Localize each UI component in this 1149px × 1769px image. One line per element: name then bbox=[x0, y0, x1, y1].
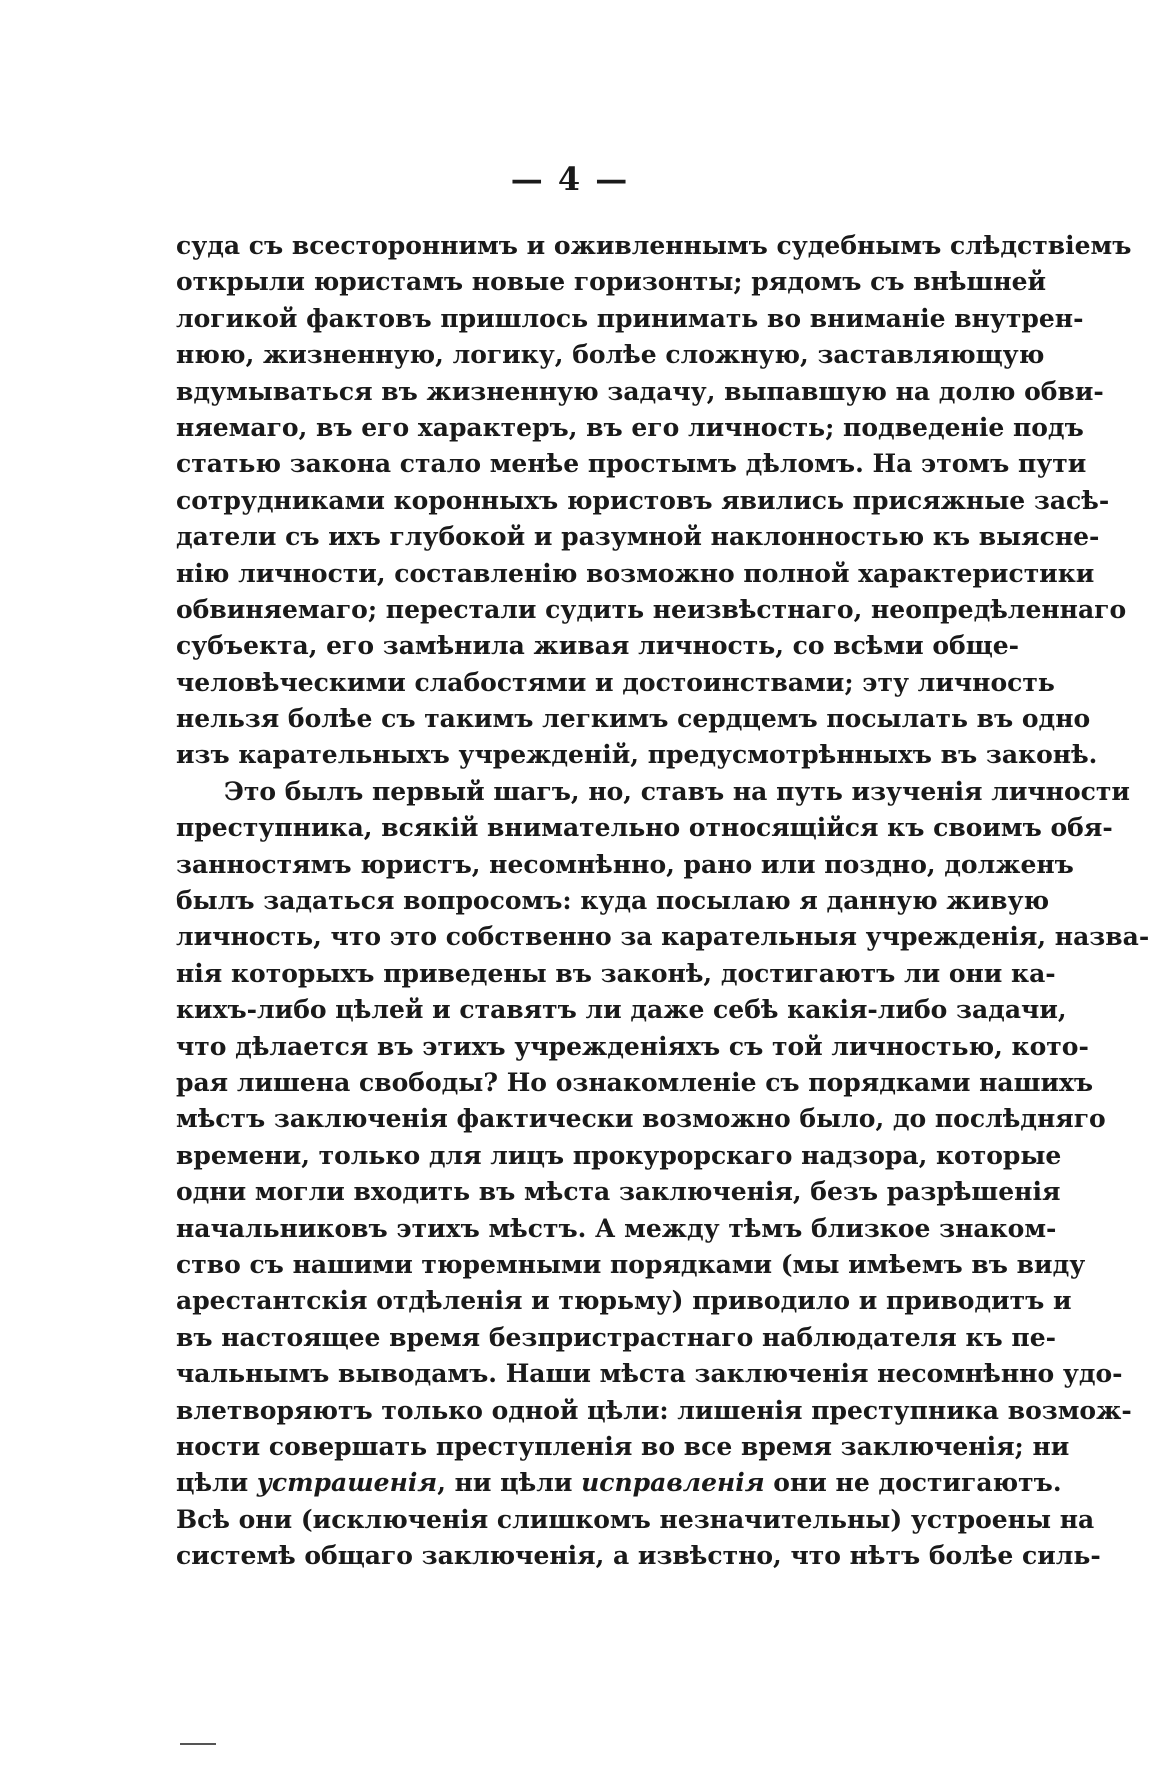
text-line: влетворяютъ только одной цѣли: лишенія преступника возмож- bbox=[176, 1395, 1132, 1425]
text-line: Это былъ первый шагъ, но, ставъ на путь изученія личности bbox=[224, 776, 1130, 806]
text-line: нельзя болѣе съ такимъ легкимъ сердцемъ посылать въ одно bbox=[176, 704, 1091, 734]
text-line: человѣческими слабостями и достоинствами; эту личность bbox=[176, 667, 1055, 697]
text-run: цѣли bbox=[176, 1468, 257, 1498]
text-line: чальнымъ выводамъ. Наши мѣста заключенія несомнѣнно удо- bbox=[176, 1359, 1123, 1389]
text-line: сотрудниками коронныхъ юристовъ явились присяжные засѣ- bbox=[176, 485, 1110, 515]
text-line: системѣ общаго заключенія, а извѣстно, что нѣтъ болѣе силь- bbox=[176, 1541, 1101, 1571]
text-line: мѣстъ заключенія фактически возможно было, до послѣдняго bbox=[176, 1104, 1106, 1134]
paragraph-1 bbox=[176, 228, 1132, 774]
text-run: они не достигаютъ. bbox=[764, 1468, 1062, 1498]
text-line: кихъ-либо цѣлей и ставятъ ли даже себѣ какія-либо задачи, bbox=[176, 995, 1067, 1025]
emphasis-ispravleniya: исправленія bbox=[581, 1468, 765, 1498]
text-line: открыли юристамъ новые горизонты; рядомъ съ внѣшней bbox=[176, 267, 1047, 297]
text-line: одни могли входить въ мѣста заключенія, безъ разрѣшенія bbox=[176, 1177, 1061, 1207]
text-line: что дѣлается въ этихъ учрежденіяхъ съ той личностью, кото- bbox=[176, 1031, 1089, 1061]
text-line: нюю, жизненную, логику, болѣе сложную, заставляющую bbox=[176, 340, 1045, 370]
text-line: рая лишена свободы? Но ознакомленіе съ порядками нашихъ bbox=[176, 1067, 1094, 1097]
text-line: ство съ нашими тюремными порядками (мы имѣемъ въ виду bbox=[176, 1249, 1086, 1279]
text-line: суда съ всестороннимъ и оживленнымъ судебнымъ слѣдствіемъ bbox=[176, 231, 1132, 260]
text-line: датели съ ихъ глубокой и разумной наклонностью къ выясне- bbox=[176, 522, 1100, 552]
text-line: статью закона стало менѣе простымъ дѣломъ. На этомъ пути bbox=[176, 449, 1087, 479]
text-line: няемаго, въ его характеръ, въ его личность; подведеніе подъ bbox=[176, 412, 1084, 442]
text-line: личность, что это собственно за карательныя учрежденія, назва- bbox=[176, 922, 1149, 952]
text-line: изъ карательныхъ учрежденій, предусмотрѣнныхъ въ законѣ. bbox=[176, 740, 1098, 770]
text-line: арестантскія отдѣленія и тюрьму) приводило и приводитъ и bbox=[176, 1286, 1072, 1316]
text-line: начальниковъ этихъ мѣстъ. А между тѣмъ близкое знаком- bbox=[176, 1213, 1057, 1243]
text-line: обвиняемаго; перестали судить неизвѣстнаго, неопредѣленнаго bbox=[176, 594, 1127, 624]
emphasis-ustrasheniya: устрашенія bbox=[256, 1468, 438, 1498]
text-line: въ настоящее время безпристрастнаго наблюдателя къ пе- bbox=[176, 1322, 1056, 1352]
text-run: , ни цѣли bbox=[437, 1468, 582, 1498]
text-line: былъ задаться вопросомъ: куда посылаю я данную живую bbox=[176, 886, 1050, 916]
text-line: занностямъ юристъ, несомнѣнно, рано или поздно, долженъ bbox=[176, 849, 1074, 879]
footer-rule bbox=[180, 1743, 216, 1745]
text-line: ности совершать преступленія во все время заключенія; ни bbox=[176, 1431, 1070, 1461]
paragraph-2 bbox=[176, 774, 1149, 1575]
text-line: субъекта, его замѣнила живая личность, со всѣми обще- bbox=[176, 631, 1020, 661]
text-line: вдумываться въ жизненную задачу, выпавшую на долю обви- bbox=[176, 376, 1104, 406]
text-line: логикой фактовъ пришлось принимать во вниманіе внутрен- bbox=[176, 303, 1084, 333]
text-line: нію личности, составленію возможно полной характеристики bbox=[176, 558, 1095, 588]
page-number: — 4 — bbox=[510, 160, 630, 198]
text-line: нія которыхъ приведены въ законѣ, достигаютъ ли они ка- bbox=[176, 958, 1056, 988]
text-line: Всѣ они (исключенія слишкомъ незначительны) устроены на bbox=[176, 1504, 1095, 1534]
body-text bbox=[176, 228, 1149, 1574]
text-line: преступника, всякій внимательно относящійся къ своимъ обя- bbox=[176, 813, 1113, 843]
text-line-with-emphasis bbox=[176, 1465, 1062, 1501]
text-line: времени, только для лицъ прокурорскаго надзора, которые bbox=[176, 1140, 1062, 1170]
